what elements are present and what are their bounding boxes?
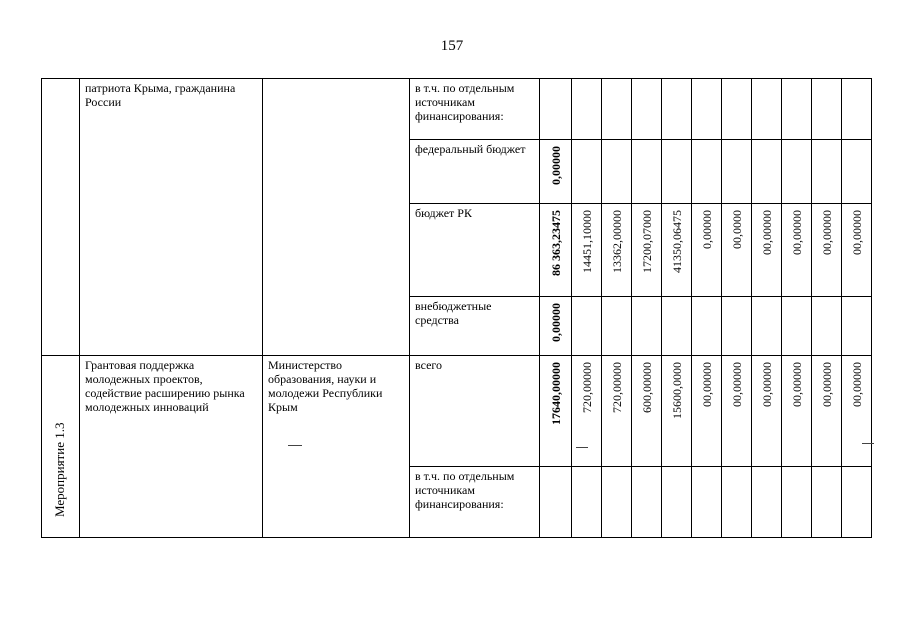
financing-table [41,78,872,538]
year-value-cell [632,356,662,467]
table-row [42,79,872,140]
funding-source: в т.ч. по отдельным источникам финансирования: [415,469,515,511]
year-value-cell [602,204,632,297]
year-value-cell [782,204,812,297]
executor-cell [263,356,410,538]
year-value-cell [752,297,782,356]
year-value-cell [572,297,602,356]
year-value-cell [842,79,872,140]
total-cell [540,467,572,538]
event-name: Грантовая поддержка молодежных проектов, содействие расширению рынка молодежных инноваций [85,358,245,414]
source-cell [410,140,540,204]
prev-event-name: патриота Крыма, гражданина России [85,81,236,109]
source-cell [410,467,540,538]
page-number: 157 [440,38,464,54]
year-value-cell [632,297,662,356]
executor-cell [263,79,410,356]
year-value-cell [692,204,722,297]
year-value-cell [752,356,782,467]
year-value: 00,00000 [759,362,774,407]
scan-mark [862,443,874,444]
year-value-cell [842,467,872,538]
year-value-cell [782,356,812,467]
year-value-cell [842,204,872,297]
year-value-cell [752,140,782,204]
event-label: Мероприятие 1.3 [51,422,67,517]
year-value-cell [602,297,632,356]
year-value-cell [602,140,632,204]
year-value-cell [722,79,752,140]
year-value: 00,00000 [819,362,834,407]
total-cell [540,356,572,467]
year-value-cell [752,204,782,297]
year-value-cell [692,79,722,140]
event-label-cell [42,356,80,538]
year-value-cell [692,140,722,204]
year-value-cell [572,356,602,467]
year-value-cell [692,297,722,356]
total-cell [540,140,572,204]
year-value-cell [662,79,692,140]
year-value-cell [722,356,752,467]
source-cell [410,204,540,297]
year-value-cell [842,297,872,356]
total-cell [540,79,572,140]
year-value: 0,00000 [699,210,714,249]
year-value-cell [632,467,662,538]
year-value: 00,00000 [819,210,834,255]
year-value-cell [812,297,842,356]
year-value-cell [812,467,842,538]
year-value-cell [662,467,692,538]
year-value-cell [752,467,782,538]
year-value-cell [812,140,842,204]
year-value: 00,00000 [849,210,864,255]
total-value: 0,00000 [548,146,563,185]
table-row [42,356,872,467]
source-cell [410,79,540,140]
year-value: 14451,10000 [579,210,594,273]
year-value-cell [782,79,812,140]
year-value: 00,00000 [789,362,804,407]
year-value-cell [722,140,752,204]
year-value-cell [782,297,812,356]
year-value-cell [662,204,692,297]
scan-mark [288,445,302,446]
year-value-cell [572,79,602,140]
year-value-cell [722,204,752,297]
total-value: 0,00000 [548,303,563,342]
year-value-cell [632,79,662,140]
year-value: 00,00000 [759,210,774,255]
year-value: 41350,06475 [669,210,684,273]
year-value: 00,00000 [789,210,804,255]
year-value-cell [782,467,812,538]
year-value: 13362,00000 [609,210,624,273]
year-value-cell [632,204,662,297]
funding-source: бюджет РК [415,206,472,220]
year-value-cell [572,204,602,297]
year-value-cell [602,79,632,140]
year-value-cell [662,140,692,204]
funding-source: всего [415,358,443,372]
year-value: 00,0000 [729,210,744,249]
total-cell [540,204,572,297]
year-value-cell [602,467,632,538]
funding-source: внебюджетные средства [415,299,492,327]
source-cell [410,356,540,467]
year-value: 600,00000 [639,362,654,413]
year-value-cell [692,356,722,467]
year-value-cell [572,467,602,538]
year-value-cell [812,79,842,140]
year-value-cell [662,356,692,467]
year-value-cell [812,204,842,297]
event-name-cell [80,356,263,538]
year-value-cell [722,297,752,356]
year-value: 720,00000 [579,362,594,413]
year-value-cell [812,356,842,467]
year-value-cell [842,140,872,204]
total-cell [540,297,572,356]
event-name-cell [80,79,263,356]
year-value-cell [692,467,722,538]
year-value-cell [842,356,872,467]
source-cell [410,297,540,356]
total-value: 17640,00000 [548,362,563,425]
event-label-cell [42,79,80,356]
year-value-cell [602,356,632,467]
funding-source: федеральный бюджет [415,142,526,156]
event-executor: Министерство образования, науки и молодежи Республики Крым [268,358,383,414]
total-value: 86 363,23475 [548,210,563,276]
year-value-cell [572,140,602,204]
year-value: 00,00000 [729,362,744,407]
year-value: 720,00000 [609,362,624,413]
year-value-cell [722,467,752,538]
year-value: 15600,0000 [669,362,684,419]
year-value-cell [782,140,812,204]
year-value: 00,00000 [699,362,714,407]
year-value-cell [632,140,662,204]
year-value-cell [752,79,782,140]
year-value: 17200,07000 [639,210,654,273]
scan-mark [576,447,588,448]
year-value-cell [662,297,692,356]
funding-source: в т.ч. по отдельным источникам финансирования: [415,81,515,123]
year-value: 00,00000 [849,362,864,407]
